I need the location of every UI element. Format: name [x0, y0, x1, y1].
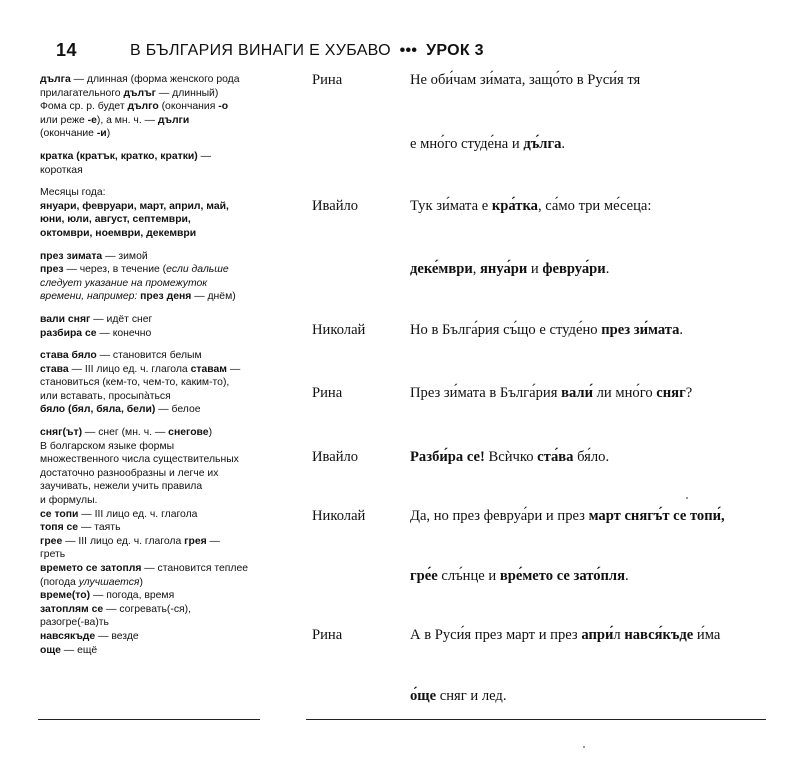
vocab-term: вали сняг	[40, 313, 91, 325]
vocab-line	[40, 480, 272, 494]
vocab-term: още	[40, 644, 61, 656]
dialogue-text: е мно́го студе́на и	[410, 136, 524, 152]
vocab-line	[40, 277, 272, 291]
dialogue-text: ,	[472, 261, 481, 277]
speaker-name: Рина	[312, 385, 343, 401]
dialogue-text: .	[605, 261, 610, 277]
vocab-line	[40, 186, 272, 200]
vocab-text: множественного числа существительных	[40, 454, 239, 466]
vocab-line	[40, 263, 272, 277]
vocab-term: топя се	[40, 522, 79, 534]
dialogue-keyword: февруа́ри	[542, 261, 606, 277]
dialogue-keyword: януа́ри	[480, 261, 528, 277]
vocab-text: Месяцы года:	[40, 187, 106, 199]
vocab-text: — III лицо ед. ч. глагола	[78, 508, 198, 520]
vocab-line	[40, 213, 272, 227]
vocab-term: дълъг	[123, 87, 157, 99]
vocab-term: затоплям се	[40, 603, 104, 615]
vocab-term: грея	[184, 535, 207, 547]
vocab-term: -е	[87, 114, 97, 126]
vocab-term: става	[40, 363, 69, 375]
vocab-entry-snyag	[40, 426, 272, 657]
dialogue-keyword: дъ́лга	[523, 136, 562, 152]
vocab-line	[40, 313, 272, 327]
vocab-line	[40, 453, 272, 467]
dialogue-line	[410, 568, 629, 585]
vocab-text: — через, в течение (	[63, 264, 167, 276]
vocab-term: октомври, ноември, декември	[40, 227, 197, 239]
vocab-term: се топи	[40, 508, 79, 520]
vocab-note: времени, например:	[40, 291, 141, 303]
vocab-line	[40, 644, 272, 658]
vocab-line	[40, 589, 272, 603]
vocab-line	[40, 548, 272, 562]
vocab-line	[40, 467, 272, 481]
vocab-term: снегове	[168, 427, 209, 439]
vocab-term: през зимата	[40, 250, 103, 262]
dialogue-text: , са́мо три ме́сеца:	[537, 198, 652, 214]
dialogue-text: ?	[685, 385, 693, 401]
vocab-line	[40, 327, 272, 341]
dialogue-text: .	[561, 136, 566, 152]
vocab-line	[40, 164, 272, 178]
speaker-name: Ивайло	[312, 198, 359, 214]
vocab-term: дълга	[40, 74, 71, 85]
vocab-line	[40, 494, 272, 508]
vocab-entry-months	[40, 186, 272, 240]
vocab-line	[40, 603, 272, 617]
vocab-text: — идёт снег	[90, 313, 153, 325]
vocab-text: — снег (мн. ч. —	[82, 427, 169, 439]
vocab-note: следует указание на промежуток	[40, 277, 208, 289]
vocab-text: становиться (кем-то, чем-то, каким-то),	[40, 377, 230, 389]
dialogue-text: ли мно́го	[592, 385, 657, 401]
vocab-line	[40, 114, 272, 128]
vocab-text: (окончание	[40, 128, 97, 140]
vocab-line	[40, 349, 272, 363]
dialogue-text: бя́ло.	[573, 449, 610, 465]
dialogue-line	[410, 449, 609, 466]
vocab-term: сняг(ът)	[40, 427, 83, 439]
vocab-text: — днём)	[191, 291, 236, 303]
vocab-entry-kratka	[40, 150, 272, 177]
dialogue-keyword: вре́мето се зато́пля	[499, 568, 626, 584]
vocab-text: — конечно	[96, 327, 152, 339]
vocab-line	[40, 390, 272, 404]
dialogue-keyword: през зи́мата	[601, 322, 680, 338]
vocab-entry-vali	[40, 313, 272, 340]
vocab-line	[40, 521, 272, 535]
vocab-line	[40, 250, 272, 264]
vocab-line	[40, 200, 272, 214]
vocab-text: )	[208, 427, 213, 439]
vocab-line	[40, 127, 272, 141]
dialogue-keyword: апри́	[581, 627, 614, 643]
vocab-entry-stava	[40, 349, 272, 417]
vocab-text: —	[226, 363, 241, 375]
vocab-term: разбира се	[40, 327, 97, 339]
vocab-text: ), а мн. ч. —	[96, 114, 158, 126]
dialogue-text: Но в Бълга́рия съ́що е студе́но	[410, 322, 602, 338]
dialogue-text: сняг и лед.	[436, 688, 507, 704]
vocab-line	[40, 508, 272, 522]
vocab-text: — длинный)	[156, 87, 219, 99]
dialogue-line	[410, 627, 720, 644]
vocab-text: —	[206, 535, 220, 547]
dialogue-keyword: нався́къде	[624, 627, 694, 643]
vocab-term: -и	[96, 128, 107, 140]
vocab-term: бяло (бял, бяла, бели)	[40, 404, 156, 416]
speaker-name: Ивайло	[312, 449, 359, 465]
vocab-term: дълги	[157, 114, 190, 126]
vocab-text: — везде	[95, 630, 139, 642]
vocab-text: — длинная (форма женского рода	[70, 74, 240, 85]
vocab-text: — III лицо ед. ч. глагола	[62, 535, 185, 547]
vocab-line	[40, 403, 272, 417]
vocab-note: улучшается	[78, 576, 140, 588]
vocab-line	[40, 535, 272, 549]
title-separator: •••	[399, 42, 418, 59]
vocab-text: — становится теплее	[141, 563, 249, 574]
vocab-line	[40, 363, 272, 377]
vocab-line	[40, 290, 272, 304]
vocab-term: януари, февруари, март, април, май,	[40, 200, 229, 212]
vocab-line	[40, 227, 272, 241]
vocab-text: (погода	[40, 576, 79, 588]
vocab-text: заучивать, нежели учить правила	[40, 481, 203, 493]
dialogue-line	[410, 198, 651, 215]
dialogue-text: .	[679, 322, 684, 338]
dialogue-text: Всѝчко	[484, 449, 538, 465]
vocab-term: става бяло	[40, 350, 97, 362]
dialogue-bottom-rule	[306, 719, 766, 720]
vocab-term: през деня	[140, 291, 192, 303]
speaker-name: Рина	[312, 627, 343, 643]
vocab-line	[40, 630, 272, 644]
dialogue-keyword: деке́мври	[410, 261, 473, 277]
vocab-text: (окончания	[158, 101, 219, 113]
vocab-text: разогре(-ва)ть	[40, 617, 109, 629]
vocab-text: )	[106, 128, 111, 140]
dialogue-text: Да, но през февруа́ри и през	[410, 508, 589, 524]
dialogue-keyword: Разби́ра се!	[410, 449, 485, 465]
dialogue-text: Тук зи́мата е	[410, 198, 492, 214]
vocab-text: — зимой	[102, 250, 148, 262]
dialogue-line	[410, 261, 609, 278]
dialogue-keyword: гре́е	[410, 568, 438, 584]
page-number: 14	[56, 40, 78, 60]
vocab-note: если дальше	[166, 264, 229, 276]
vocab-line	[40, 376, 272, 390]
dialogue-text: А в Руси́я през март и през	[410, 627, 582, 643]
dialogue-line	[410, 136, 565, 153]
dialogue-text: и	[527, 261, 543, 277]
vocab-text: — таять	[78, 522, 121, 534]
dialogue-line	[410, 688, 507, 705]
running-title	[130, 42, 484, 60]
vocab-text: В болгарском языке формы	[40, 440, 175, 452]
vocab-text: достаточно разнообразны и легче их	[40, 467, 219, 479]
lesson-label: УРОК 3	[426, 42, 484, 59]
vocab-term: -о	[218, 101, 229, 113]
speaker-name: Рина	[312, 72, 343, 88]
vocab-text: — белое	[155, 404, 201, 416]
vocab-term: дълго	[127, 101, 159, 113]
dialogue-text: л	[613, 627, 625, 643]
vocab-term: грее	[40, 535, 63, 547]
dialogue-line	[410, 322, 683, 339]
vocabulary-sidebar	[40, 73, 272, 666]
dialogue-text: През зи́мата в Бълга́рия	[410, 385, 562, 401]
print-speck	[583, 746, 585, 748]
vocab-line	[40, 426, 272, 440]
vocab-text: короткая	[40, 164, 83, 176]
dialogue-keyword: вали́	[561, 385, 593, 401]
vocab-line	[40, 100, 272, 114]
vocab-text: — становится белым	[96, 350, 202, 362]
vocab-term: времето се затопля	[40, 563, 142, 574]
vocab-line	[40, 562, 272, 576]
vocab-line	[40, 576, 272, 590]
dialogue-keyword: март снягъ́т се топи́,	[588, 508, 725, 524]
vocab-text: или реже	[40, 114, 88, 126]
vocab-term: ставам	[190, 363, 227, 375]
print-speck	[686, 497, 688, 499]
dialogue-keyword: ста́ва	[537, 449, 574, 465]
dialogue-keyword: о́ще	[410, 688, 437, 704]
vocab-entry-dalga	[40, 73, 272, 141]
vocab-term: през	[40, 264, 64, 276]
vocab-line	[40, 616, 272, 630]
vocab-entry-prez	[40, 250, 272, 304]
dialogue-text: .	[625, 568, 629, 584]
vocab-line	[40, 440, 272, 454]
dialogue-line	[410, 385, 692, 402]
vocab-text: или вставать, просыпа̀ться	[40, 390, 171, 402]
speaker-name: Николай	[312, 508, 366, 524]
vocab-text: —	[197, 150, 212, 162]
vocab-line	[40, 87, 272, 101]
dialogue-keyword: сняг	[656, 385, 686, 401]
vocab-line	[40, 150, 272, 164]
vocab-text: Фома ср. р. будет	[40, 101, 128, 113]
vocab-text: прилагательного	[40, 87, 124, 99]
sidebar-bottom-rule	[38, 719, 260, 720]
dialogue-text: слъ́нце и	[437, 568, 500, 584]
dialogue-text: и́ма	[693, 627, 721, 643]
dialogue-keyword: кра́тка	[491, 198, 538, 214]
page-header	[56, 40, 484, 66]
vocab-text: греть	[40, 549, 66, 561]
vocab-line	[40, 73, 272, 87]
dialogue-line	[410, 508, 725, 525]
vocab-text: — согревать(-ся),	[103, 603, 192, 615]
vocab-text: и формулы.	[40, 495, 98, 507]
vocab-term: време(то)	[40, 590, 91, 602]
vocab-term: кратка (кратък, кратко, кратки)	[40, 150, 198, 162]
speaker-name: Николай	[312, 322, 366, 338]
vocab-term: навсякъде	[40, 630, 96, 642]
vocab-text: — ещё	[60, 644, 98, 656]
vocab-text: — III лицо ед. ч. глагола	[68, 363, 191, 375]
dialogue-line: Не оби́чам зи́мата, защо́то в Руси́я тя	[410, 72, 641, 88]
book-title: В БЪЛГАРИЯ ВИНАГИ Е ХУБАВО	[130, 42, 391, 59]
vocab-text: )	[139, 576, 143, 588]
vocab-term: юни, юли, август, септември,	[40, 214, 191, 226]
vocab-text: — погода, время	[90, 590, 175, 602]
